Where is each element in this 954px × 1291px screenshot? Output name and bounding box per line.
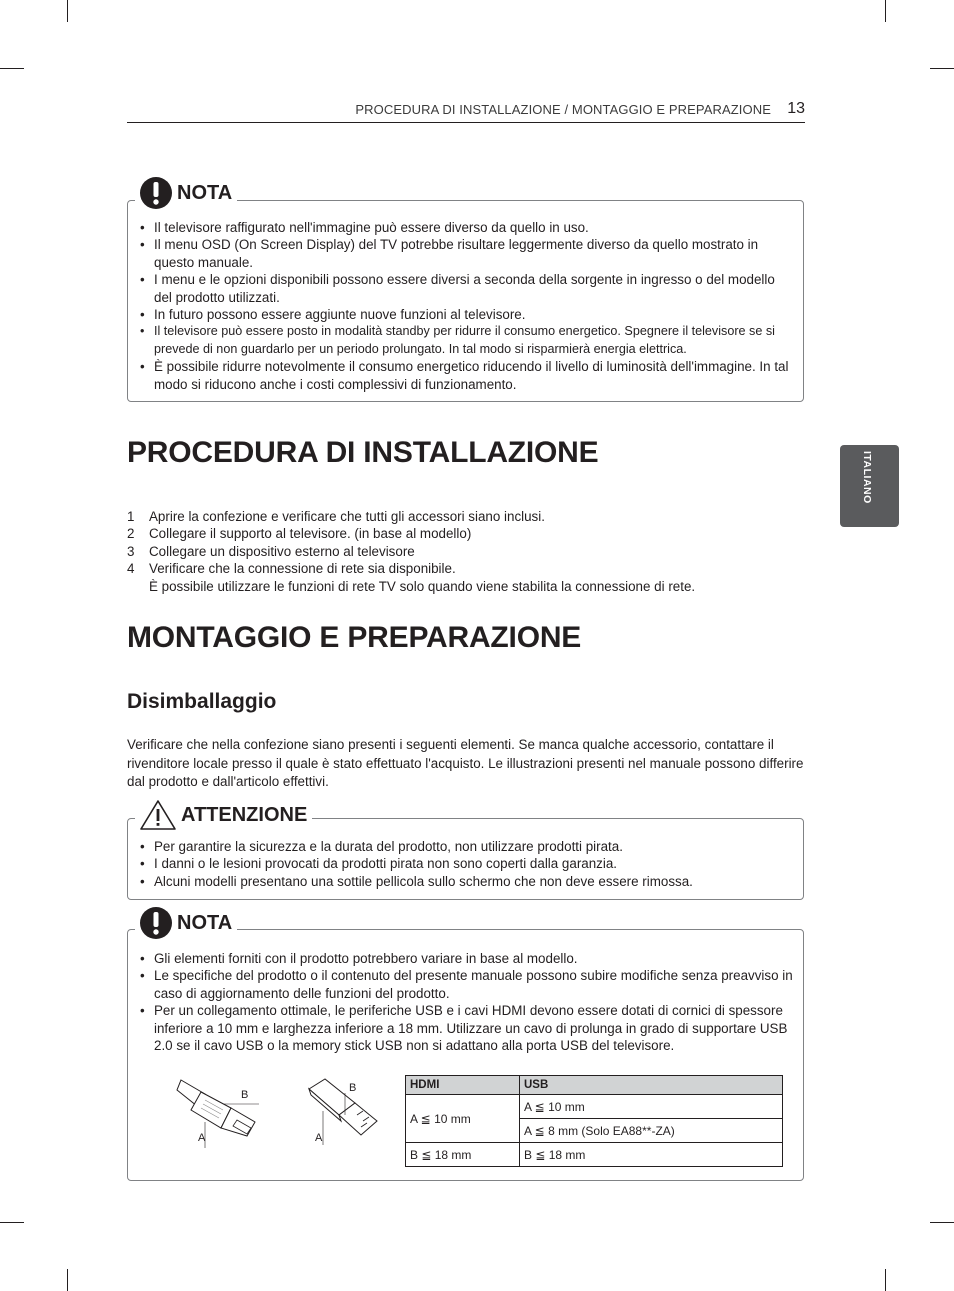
table-cell: A ≦ 10 mm — [520, 1095, 783, 1119]
note-1-label: NOTA — [177, 181, 233, 204]
step-item: 4 Verificare che la connessione di rete sia disponibile. — [127, 561, 456, 577]
subsection-title: Disimballaggio — [127, 690, 277, 713]
table-header-usb: USB — [520, 1076, 783, 1095]
list-item: • Per garantire la sicurezza e la durata del prodotto, non utilizzare prodotti pirata. — [140, 838, 793, 855]
section-title-montaggio: MONTAGGIO E PREPARAZIONE — [127, 621, 582, 654]
list-item: • Gli elementi forniti con il prodotto potrebbero variare in base al modello. — [140, 950, 793, 967]
note-1-heading — [135, 175, 237, 211]
table-row — [406, 1143, 783, 1167]
step-item: 2 Collegare il supporto al televisore. (in base al modello) — [127, 526, 472, 542]
crop-mark — [930, 1222, 954, 1223]
crop-mark — [0, 68, 24, 69]
intro-paragraph: Verificare che nella confezione siano presenti i seguenti elementi. Se manca qualche accessorio, contattare il rivenditore locale presso il quale è stato effettuato l'acquisto. Le illustrazioni presenti nel manuale possono differire dal prodotto e dall'articolo effettivi. — [127, 737, 804, 790]
exclamation-circle-icon — [139, 176, 173, 210]
crop-mark — [885, 1269, 886, 1291]
note-box-1 — [127, 200, 804, 402]
table-header-row — [406, 1076, 783, 1095]
table-cell: A ≦ 8 mm (Solo EA88**-ZA) — [520, 1119, 783, 1143]
caution-label: ATTENZIONE — [181, 803, 308, 826]
page-header — [127, 98, 805, 123]
table-cell: B ≦ 18 mm — [406, 1143, 520, 1167]
table-row — [406, 1095, 783, 1119]
list-item: • Alcuni modelli presentano una sottile pellicola sullo schermo che non deve essere rimossa. — [140, 873, 793, 890]
dimension-label-a: A — [315, 1132, 323, 1144]
language-tab-label: ITALIANO — [861, 451, 873, 504]
list-item: • È possibile ridurre notevolmente il consumo energetico riducendo il livello di luminosità dell'immagine. In tal modo si riducono anche i costi complessivi di funzionamento. — [140, 358, 793, 393]
list-item: • I danni o le lesioni provocati da prodotti pirata non sono coperti dalla garanzia. — [140, 855, 793, 872]
step-item-note: È possibile utilizzare le funzioni di rete TV solo quando viene stabilita la connessione di rete. — [149, 578, 696, 594]
crop-mark — [0, 1222, 24, 1223]
connector-size-table — [405, 1075, 783, 1167]
caution-heading — [135, 797, 312, 833]
list-item: • Le specifiche del prodotto o il contenuto del presente manuale possono subire modifiche senza preavviso in caso di aggiornamento delle funzioni del prodotto. — [140, 967, 793, 1002]
step-item: 3 Collegare un dispositivo esterno al televisore — [127, 543, 415, 559]
list-item: • Il televisore raffigurato nell'immagine può essere diverso da quello in uso. — [140, 219, 793, 236]
page-number: 13 — [787, 100, 805, 117]
note-2-heading — [135, 905, 237, 941]
table-cell: A ≦ 10 mm — [406, 1095, 520, 1143]
list-item: • In futuro possono essere aggiunte nuove funzioni al televisore. — [140, 306, 793, 323]
note-2-label: NOTA — [177, 911, 233, 934]
note-2-list — [140, 950, 793, 1054]
crop-mark — [67, 1269, 68, 1291]
table-cell: B ≦ 18 mm — [520, 1143, 783, 1167]
list-item: • Il televisore può essere posto in modalità standby per ridurre il consumo energetico. Spegnere il televisore se si prevede di non guardarlo per un periodo prolungato. In tal modo si risparmierà energia elettrica. — [140, 323, 793, 358]
list-item: • I menu e le opzioni disponibili possono essere diversi a seconda della sorgente in ingresso o del modello del prodotto utilizzati. — [140, 271, 793, 306]
installation-steps — [127, 508, 695, 595]
crop-mark — [67, 0, 68, 22]
crop-mark — [930, 68, 954, 69]
dimension-label-a: A — [198, 1132, 206, 1144]
table-header-hdmi: HDMI — [406, 1076, 520, 1095]
dimension-label-b: B — [241, 1089, 249, 1101]
hdmi-connector-illustration — [175, 1072, 275, 1152]
exclamation-circle-icon — [139, 906, 173, 940]
language-tab — [840, 445, 899, 527]
warning-triangle-icon — [139, 799, 177, 831]
list-item: • Il menu OSD (On Screen Display) del TV potrebbe risultare leggermente diverso da quello mostrato in questo manuale. — [140, 236, 793, 271]
list-item: • Per un collegamento ottimale, le periferiche USB e i cavi HDMI devono essere dotati di cornici di spessore inferiore a 10 mm e larghezza inferiore a 18 mm. Utilizzare un cavo di prolunga in grado di supportare USB 2.0 se il cavo USB o la memory stick USB non si adattano alla porta USB del televisore. — [140, 1002, 793, 1054]
caution-list — [140, 838, 793, 890]
dimension-label-b: B — [349, 1082, 357, 1094]
section-title-installazione: PROCEDURA DI INSTALLAZIONE — [127, 436, 599, 469]
step-item: 1 Aprire la confezione e verificare che tutti gli accessori siano inclusi. — [127, 509, 545, 524]
crop-mark — [885, 0, 886, 22]
note-1-list — [140, 219, 793, 393]
header-title: PROCEDURA DI INSTALLAZIONE / MONTAGGIO E PREPARAZIONE — [355, 102, 771, 117]
